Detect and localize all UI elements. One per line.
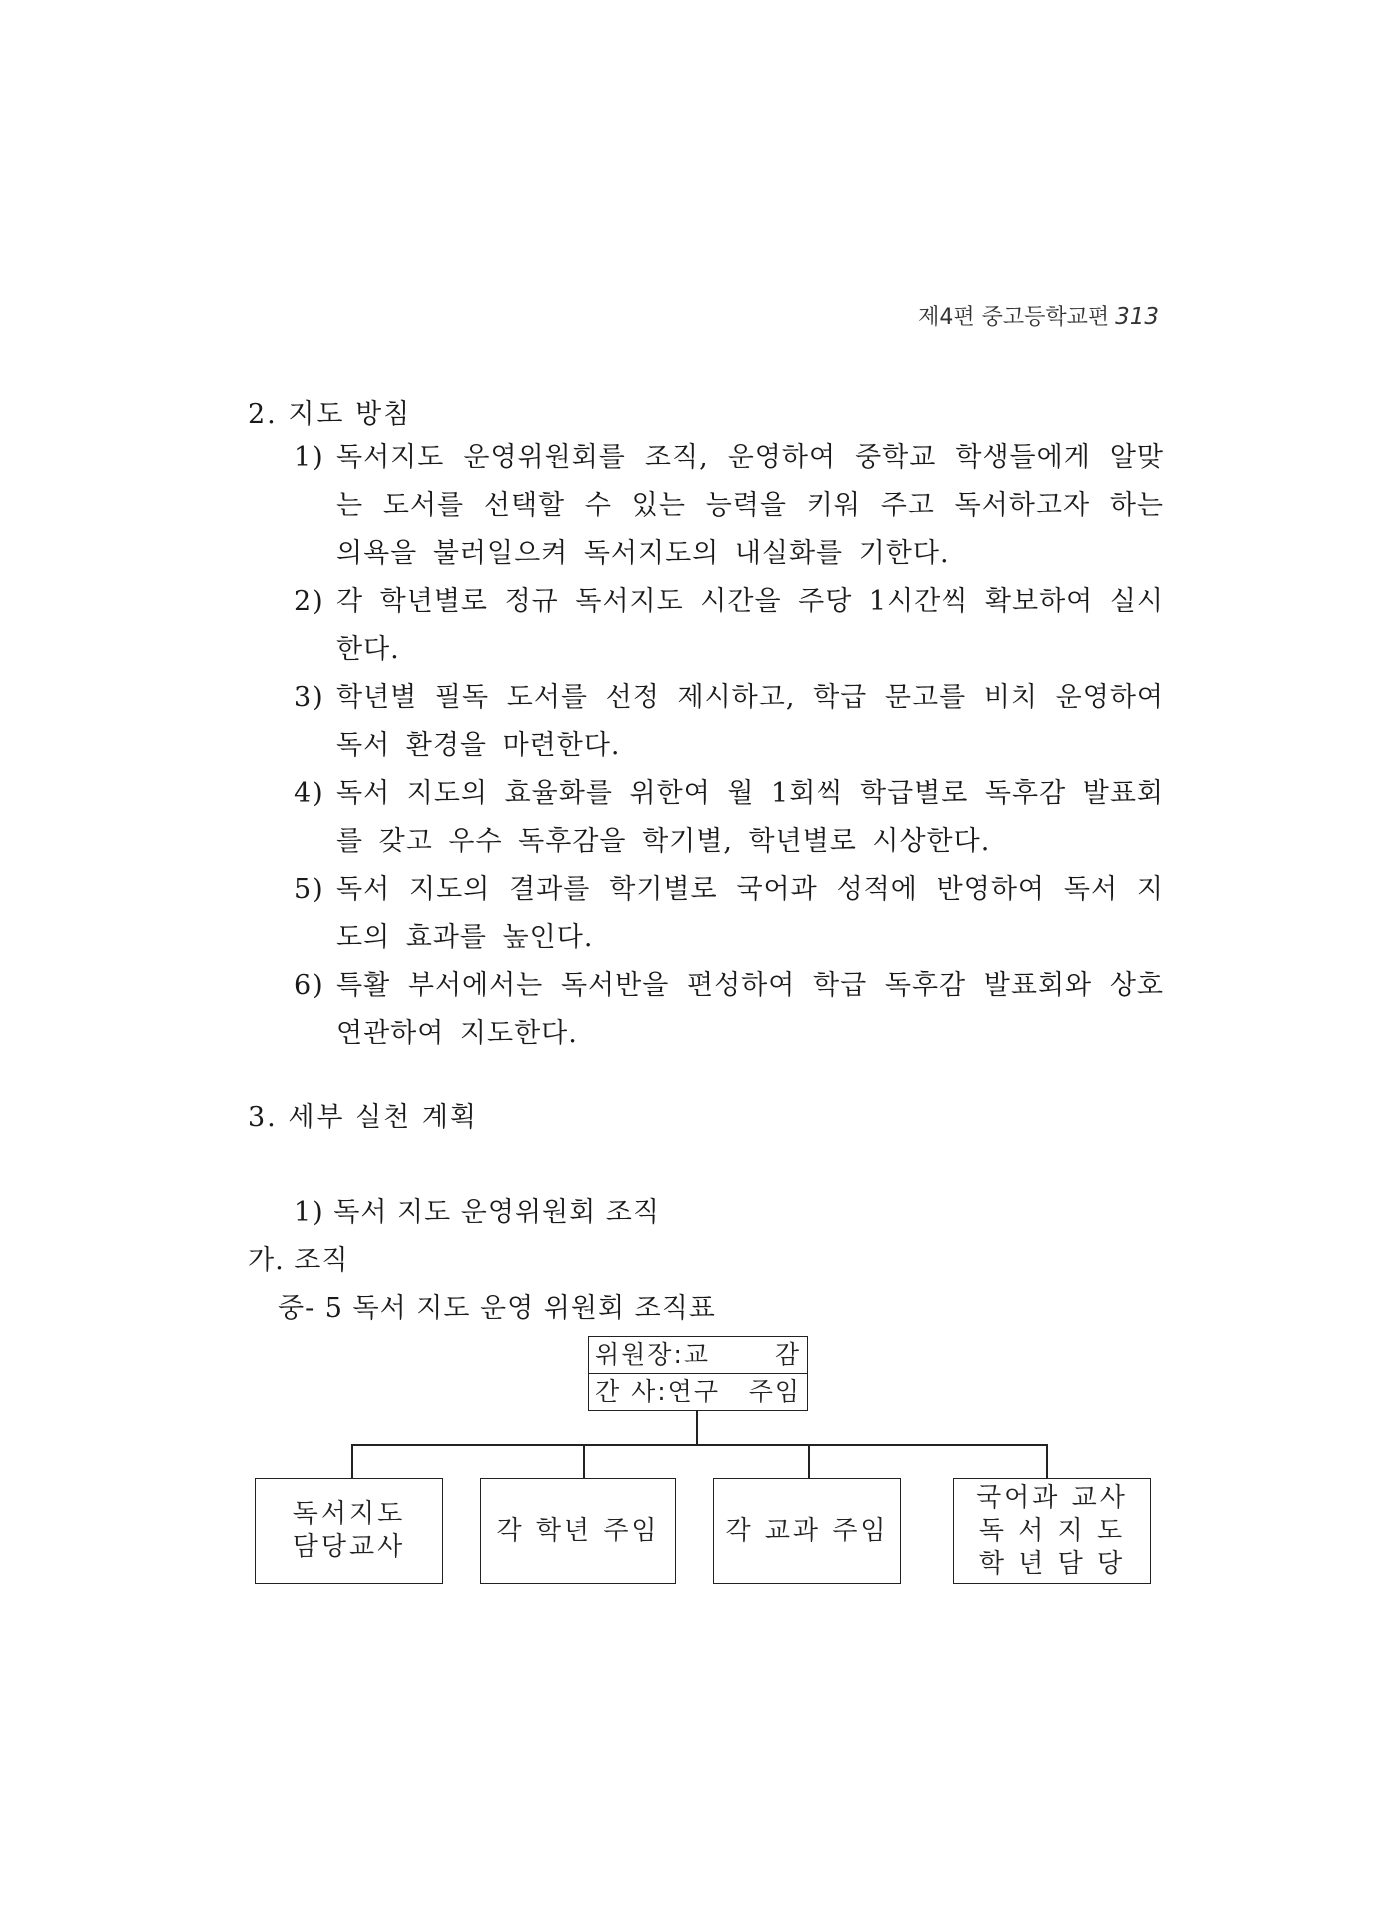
box-line: 각 교과 주임	[725, 1515, 889, 1546]
connector-line	[696, 1411, 698, 1445]
box-line: 독 서 지 도	[978, 1515, 1126, 1546]
secretary-value: 주임	[748, 1377, 801, 1406]
box-line: 독서지도	[292, 1499, 406, 1529]
box-line: 담당교사	[292, 1532, 406, 1562]
list-item	[294, 770, 1164, 866]
item-number: 2)	[294, 586, 324, 617]
chart-box	[255, 1478, 443, 1584]
box-line: 학 년 담 당	[978, 1548, 1126, 1579]
connector-line	[351, 1444, 1048, 1446]
item-text: 각 학년별로 정규 독서지도 시간을 주당 1시간씩 확보하여 실시한다.	[336, 586, 1164, 665]
chair-row	[589, 1337, 807, 1373]
item-text: 독서지도 운영위원회를 조직, 운영하여 중학교 학생들에게 알맞는 도서를 선택할 수 있는 능력을 키워 주고 독서하고자 하는 의욕을 불러일으켜 독서지도의 내실화를 기한다.	[336, 442, 1164, 569]
box-line: 국어과 교사	[976, 1482, 1128, 1513]
section-3-title: 3. 세부 실천 계획	[248, 1102, 479, 1133]
chart-box	[480, 1478, 676, 1584]
figure-caption: 중- 5 독서 지도 운영 위원회 조직표	[278, 1293, 716, 1324]
chart-box	[713, 1478, 901, 1584]
connector-line	[1046, 1444, 1048, 1479]
item-number: 6)	[294, 970, 324, 1001]
list-item	[294, 866, 1164, 962]
item-text: 학년별 필독 도서를 선정 제시하고, 학급 문고를 비치 운영하여 독서 환경을 마련한다.	[336, 682, 1164, 761]
item-number: 5)	[294, 874, 324, 905]
chair-label: 위원장:교	[595, 1340, 711, 1369]
list-item	[294, 962, 1164, 1058]
secretary-label: 간 사:연구	[595, 1377, 720, 1406]
item-text: 독서 지도의 결과를 학기별로 국어과 성적에 반영하여 독서 지도의 효과를 높인다.	[336, 874, 1164, 953]
item-number: 1)	[294, 442, 324, 473]
header-title: 제4편 중고등학교편	[918, 305, 1110, 330]
subsection-label: 가. 조직	[248, 1245, 349, 1276]
connector-line	[583, 1444, 585, 1479]
item-text: 독서 지도의 효율화를 위한여 월 1회씩 학급별로 독후감 발표회를 갖고 우수 독후감을 학기별, 학년별로 시상한다.	[336, 778, 1164, 857]
connector-line	[808, 1444, 810, 1479]
item-number: 4)	[294, 778, 324, 809]
chart-top-box	[588, 1336, 808, 1411]
box-line: 각 학년 주임	[496, 1515, 660, 1546]
item-number: 3)	[294, 682, 324, 713]
subsection-title: 1) 독서 지도 운영위원회 조직	[294, 1197, 660, 1228]
connector-line	[351, 1444, 353, 1479]
list-item	[294, 578, 1164, 674]
list-item	[294, 434, 1164, 578]
secretary-row	[589, 1373, 807, 1410]
chart-box	[953, 1478, 1151, 1584]
list-item	[294, 674, 1164, 770]
page-number: 313	[1115, 304, 1159, 330]
page-header	[918, 300, 1159, 331]
section-2-title: 2. 지도 방침	[248, 399, 412, 430]
item-text: 특활 부서에서는 독서반을 편성하여 학급 독후감 발표회와 상호 연관하여 지도한다.	[336, 970, 1164, 1049]
chair-value: 감	[774, 1340, 801, 1369]
